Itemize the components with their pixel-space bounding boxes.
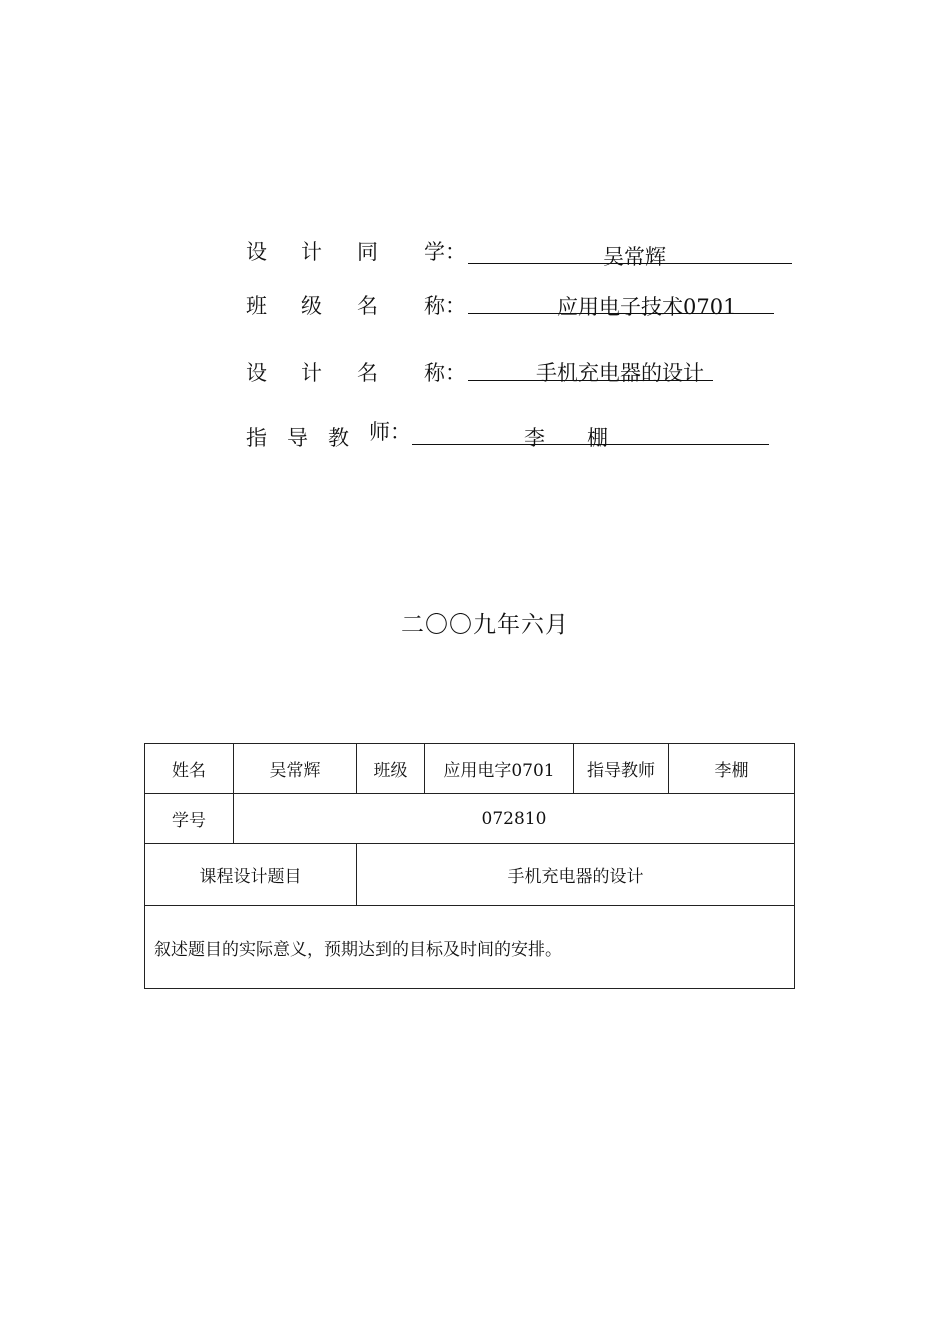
label-char: 同 [357,240,378,264]
topic-value: 手机充电器的设计 [357,844,795,906]
table-row [145,794,795,844]
field-label-class [0,290,470,316]
field-label-design [0,357,470,383]
label-char: 计 [301,361,322,385]
label-char: 教 [328,426,349,450]
class-name-value: 应用电子技术0701 [557,295,737,319]
table-row [145,906,795,989]
course-design-form [144,743,795,989]
field-label-student [0,236,470,262]
class-label: 班级 [357,744,425,794]
label-char: 指 [246,426,267,450]
name-label: 姓名 [145,744,234,794]
label-char: 师： [369,420,411,444]
date: 二〇〇九年六月 [401,612,569,638]
teacher-name-value: 李 棚 [524,426,608,450]
student-id-label: 学号 [145,794,234,844]
field-label-teacher [0,422,420,448]
label-char: 学： [424,240,466,264]
student-name-value: 吴常辉 [603,245,666,269]
label-char: 名 [357,361,378,385]
label-char: 级 [301,294,322,318]
label-char: 名 [357,294,378,318]
label-char: 称： [424,361,466,385]
label-char: 班 [246,294,267,318]
name-value: 吴常辉 [234,744,357,794]
label-char: 计 [301,240,322,264]
label-char: 设 [246,361,267,385]
teacher-label: 指导教师 [574,744,669,794]
teacher-value: 李棚 [669,744,795,794]
label-char: 设 [246,240,267,264]
design-name-value: 手机充电器的设计 [536,361,704,385]
topic-label: 课程设计题目 [145,844,357,906]
class-value: 应用电字0701 [425,744,574,794]
description: 叙述题目的实际意义，预期达到的目标及时间的安排。 [145,906,795,989]
student-id-value: 072810 [234,794,795,844]
table-row [145,844,795,906]
table-row [145,744,795,794]
label-char: 称： [424,294,466,318]
label-char: 导 [287,426,308,450]
